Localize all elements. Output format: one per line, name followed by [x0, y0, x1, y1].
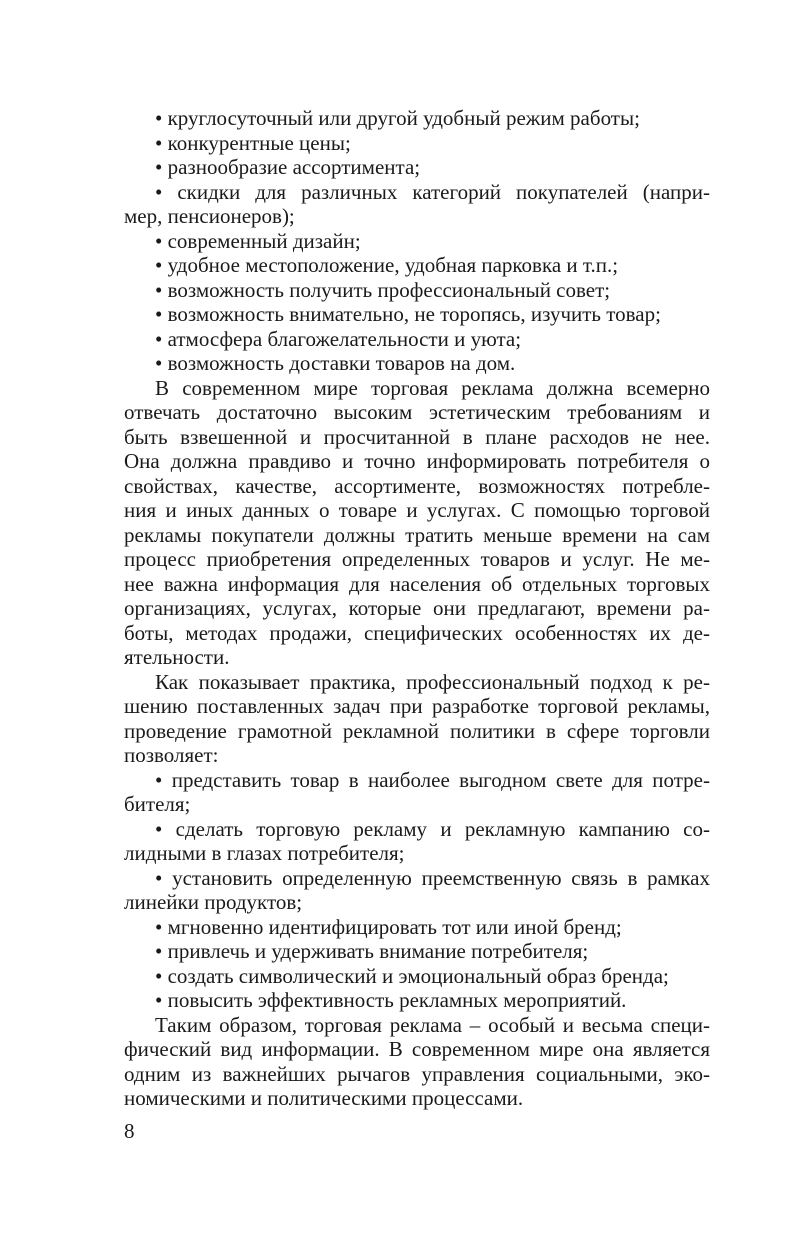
paragraph-line: свойствах, качестве, ассортименте, возможностях потребле-	[124, 473, 710, 498]
page-number: 8	[124, 1119, 135, 1143]
paragraph-line: номическими и политическими процессами.	[124, 1086, 524, 1110]
bullet-item: • сделать торговую рекламу и рекламную кампанию со-	[155, 816, 710, 841]
paragraph-line: фический вид информации. В современном мире она является	[124, 1037, 710, 1061]
paragraph-line: проведение грамотной рекламной политики в сфере торговли	[124, 718, 710, 743]
paragraph-line: Таким образом, торговая реклама – особый и весьма специ-	[155, 1012, 710, 1037]
bullet-item: • современный дизайн;	[155, 228, 361, 253]
paragraph-line: нее важна информация для населения об отдельных торговых	[124, 571, 710, 596]
bullet-item: • удобное местоположение, удобная парковка и т.п.;	[155, 253, 619, 277]
paragraph-line: отвечать достаточно высоким эстетическим требованиям и	[124, 400, 710, 424]
bullet-item: • возможность получить профессиональный совет;	[155, 277, 611, 302]
paragraph-line: организациях, услугах, которые они предлагают, времени ра-	[124, 596, 710, 620]
paragraph-line: процесс приобретения определенных товаров и услуг. Не ме-	[124, 547, 710, 571]
bullet-item: • круглосуточный или другой удобный режим работы;	[155, 106, 640, 130]
bullet-item: • конкурентные цены;	[155, 130, 351, 155]
bullet-item: • атмосфера благожелательности и уюта;	[155, 326, 522, 351]
paragraph-line: Она должна правдиво и точно информировать потребителя о	[124, 449, 710, 473]
text-line: линейки продуктов;	[124, 890, 303, 914]
paragraph-line: Как показывает практика, профессиональный подход к ре-	[155, 669, 710, 694]
paragraph-line: ятельности.	[124, 645, 230, 669]
bullet-item: • скидки для различных категорий покупателей (напри-	[155, 179, 710, 204]
bullet-item: • представить товар в наиболее выгодном свете для потре-	[155, 767, 710, 792]
bullet-item: • создать символический и эмоциональный образ бренда;	[155, 963, 669, 988]
bullet-item: • повысить эффективность рекламных мероприятий.	[155, 988, 627, 1012]
text-line: мер, пенсионеров);	[124, 204, 295, 228]
bullet-item: • мгновенно идентифицировать тот или иной бренд;	[155, 914, 622, 939]
paragraph-line: быть взвешенной и просчитанной в плане расходов не нее.	[124, 424, 710, 449]
bullet-item: • привлечь и удерживать внимание потребителя;	[155, 939, 589, 963]
paragraph-line: шению поставленных задач при разработке торговой рекламы,	[124, 694, 710, 718]
text-line: бителя;	[124, 792, 191, 816]
page-body	[124, 106, 710, 1111]
paragraph-line: В современном мире торговая реклама должна всемерно	[155, 375, 710, 400]
bullet-item: • разнообразие ассортимента;	[155, 155, 421, 179]
bullet-item: • возможность внимательно, не торопясь, изучить товар;	[155, 302, 661, 326]
text-line: лидными в глазах потребителя;	[124, 841, 405, 865]
paragraph-line: ния и иных данных о товаре и услугах. С помощью торговой	[124, 498, 710, 522]
bullet-item: • установить определенную преемственную связь в рамках	[155, 865, 710, 890]
paragraph-line: одним из важнейших рычагов управления социальными, эко-	[124, 1061, 710, 1086]
paragraph-line: позволяет:	[124, 743, 219, 767]
paragraph-line: рекламы покупатели должны тратить меньше времени на сам	[124, 522, 710, 547]
bullet-item: • возможность доставки товаров на дом.	[155, 351, 516, 375]
paragraph-line: боты, методах продажи, специфических особенностях их де-	[124, 620, 710, 645]
